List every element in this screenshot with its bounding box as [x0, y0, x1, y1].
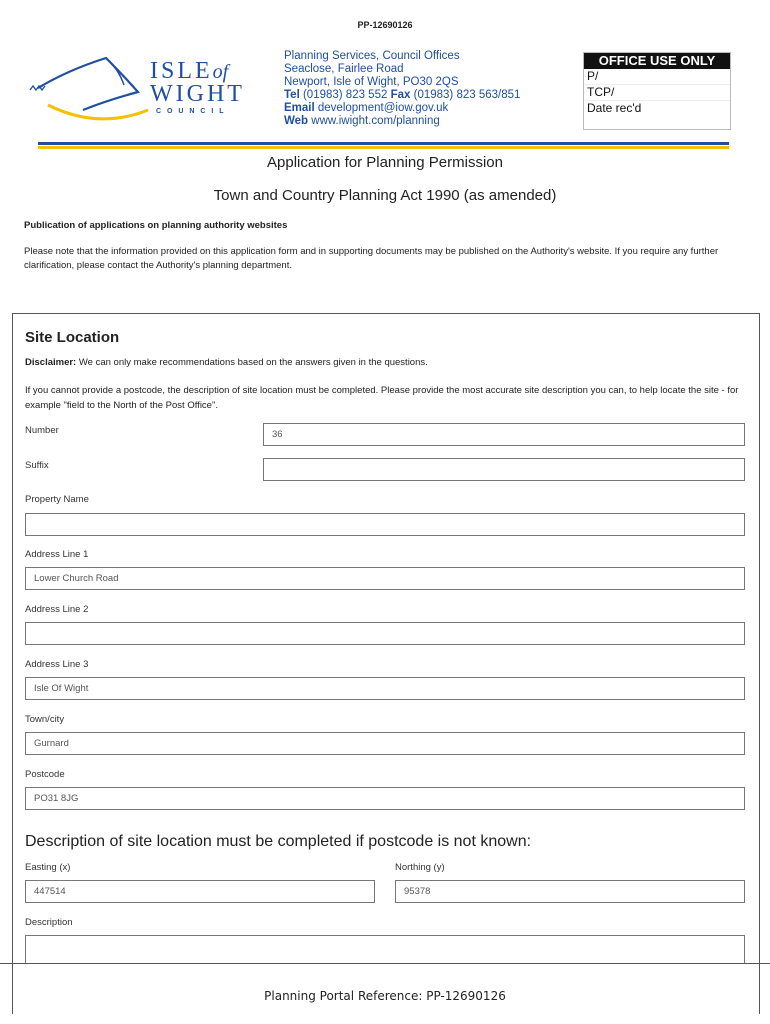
address-line-2-label: Address Line 2 — [25, 604, 89, 615]
easting-label: Easting (x) — [25, 862, 71, 873]
northing-label: Northing (y) — [395, 862, 445, 873]
postcode-input[interactable]: PO31 8JG — [25, 787, 745, 810]
northing-input[interactable]: 95378 — [395, 880, 745, 903]
page-title: Application for Planning Permission — [267, 154, 503, 171]
address-line-1-input[interactable]: Lower Church Road — [25, 567, 745, 590]
town-input[interactable]: Gurnard — [25, 732, 745, 755]
address-line-3-input[interactable]: Isle Of Wight — [25, 677, 745, 700]
page-subtitle: Town and Country Planning Act 1990 (as amended) — [213, 187, 557, 204]
office-use-title: OFFICE USE ONLY — [584, 53, 730, 69]
contact-line-3: Newport, Isle of Wight, PO30 2QS — [284, 76, 459, 88]
publication-heading: Publication of applications on planning authority websites — [24, 220, 288, 231]
address-line-2-input[interactable] — [25, 622, 745, 645]
logo-of: of — [212, 61, 229, 83]
tel-value: (01983) 823 552 — [302, 89, 388, 101]
email-link[interactable]: development@iow.gov.uk — [317, 102, 449, 114]
disclaimer-text: We can only make recommendations based on the answers given in the questions. — [78, 357, 428, 368]
web-link[interactable]: www.iwight.com/planning — [311, 115, 440, 127]
office-use-p: P/ — [584, 69, 730, 85]
reference-number: PP-12690126 — [357, 20, 413, 30]
section-heading: Site Location — [25, 329, 120, 346]
suffix-label: Suffix — [25, 460, 49, 471]
suffix-input[interactable] — [263, 458, 745, 481]
logo-isle: ISLE — [150, 58, 213, 84]
contact-phone — [284, 89, 520, 102]
logo-council: C O U N C I L — [156, 108, 226, 115]
email-label: Email — [284, 102, 315, 114]
easting-input[interactable]: 447514 — [25, 880, 375, 903]
contact-web — [284, 115, 520, 128]
property-name-input[interactable] — [25, 513, 745, 536]
disclaimer — [25, 357, 428, 368]
number-input[interactable]: 36 — [263, 423, 745, 446]
contact-email — [284, 102, 520, 115]
town-label: Town/city — [25, 714, 65, 725]
contact-line-1: Planning Services, Council Offices — [284, 50, 460, 62]
postcode-label: Postcode — [25, 769, 65, 780]
description-textarea[interactable] — [25, 935, 745, 963]
fax-value: (01983) 823 563/851 — [413, 89, 521, 101]
header-rule-yellow — [38, 146, 729, 149]
number-label: Number — [25, 425, 59, 436]
disclaimer-label: Disclaimer: — [25, 357, 77, 368]
footer-reference: Planning Portal Reference: PP-12690126 — [264, 989, 506, 1003]
office-use-box — [583, 52, 731, 130]
office-use-tcp: TCP/ — [584, 85, 730, 101]
office-use-date: Date rec'd — [587, 101, 642, 115]
contact-line-2: Seaclose, Fairlee Road — [284, 63, 404, 75]
address-line-1-label: Address Line 1 — [25, 549, 89, 560]
fax-label: Fax — [390, 89, 411, 101]
web-label: Web — [284, 115, 309, 127]
council-logo — [28, 50, 268, 125]
site-location-panel — [12, 313, 760, 1014]
property-name-label: Property Name — [25, 494, 89, 505]
publication-text: Please note that the information provided on this application form and in supporting documents may be published on the Authority's website. If you require any further clarification, please contact the Authority's planning department. — [24, 246, 719, 271]
footer-divider — [0, 963, 770, 964]
address-line-3-label: Address Line 3 — [25, 659, 89, 670]
header-rule-blue — [38, 142, 729, 145]
description-label: Description — [25, 917, 73, 928]
logo-wight: WIGHT — [150, 81, 245, 107]
tel-label: Tel — [284, 89, 300, 101]
help-text: If you cannot provide a postcode, the description of site location must be completed. Please provide the most accurate site description you can, to help locate the site - for example "field to the North of the Post Office". — [25, 385, 739, 411]
description-heading: Description of site location must be completed if postcode is not known: — [25, 833, 532, 850]
contact-block — [284, 50, 520, 128]
